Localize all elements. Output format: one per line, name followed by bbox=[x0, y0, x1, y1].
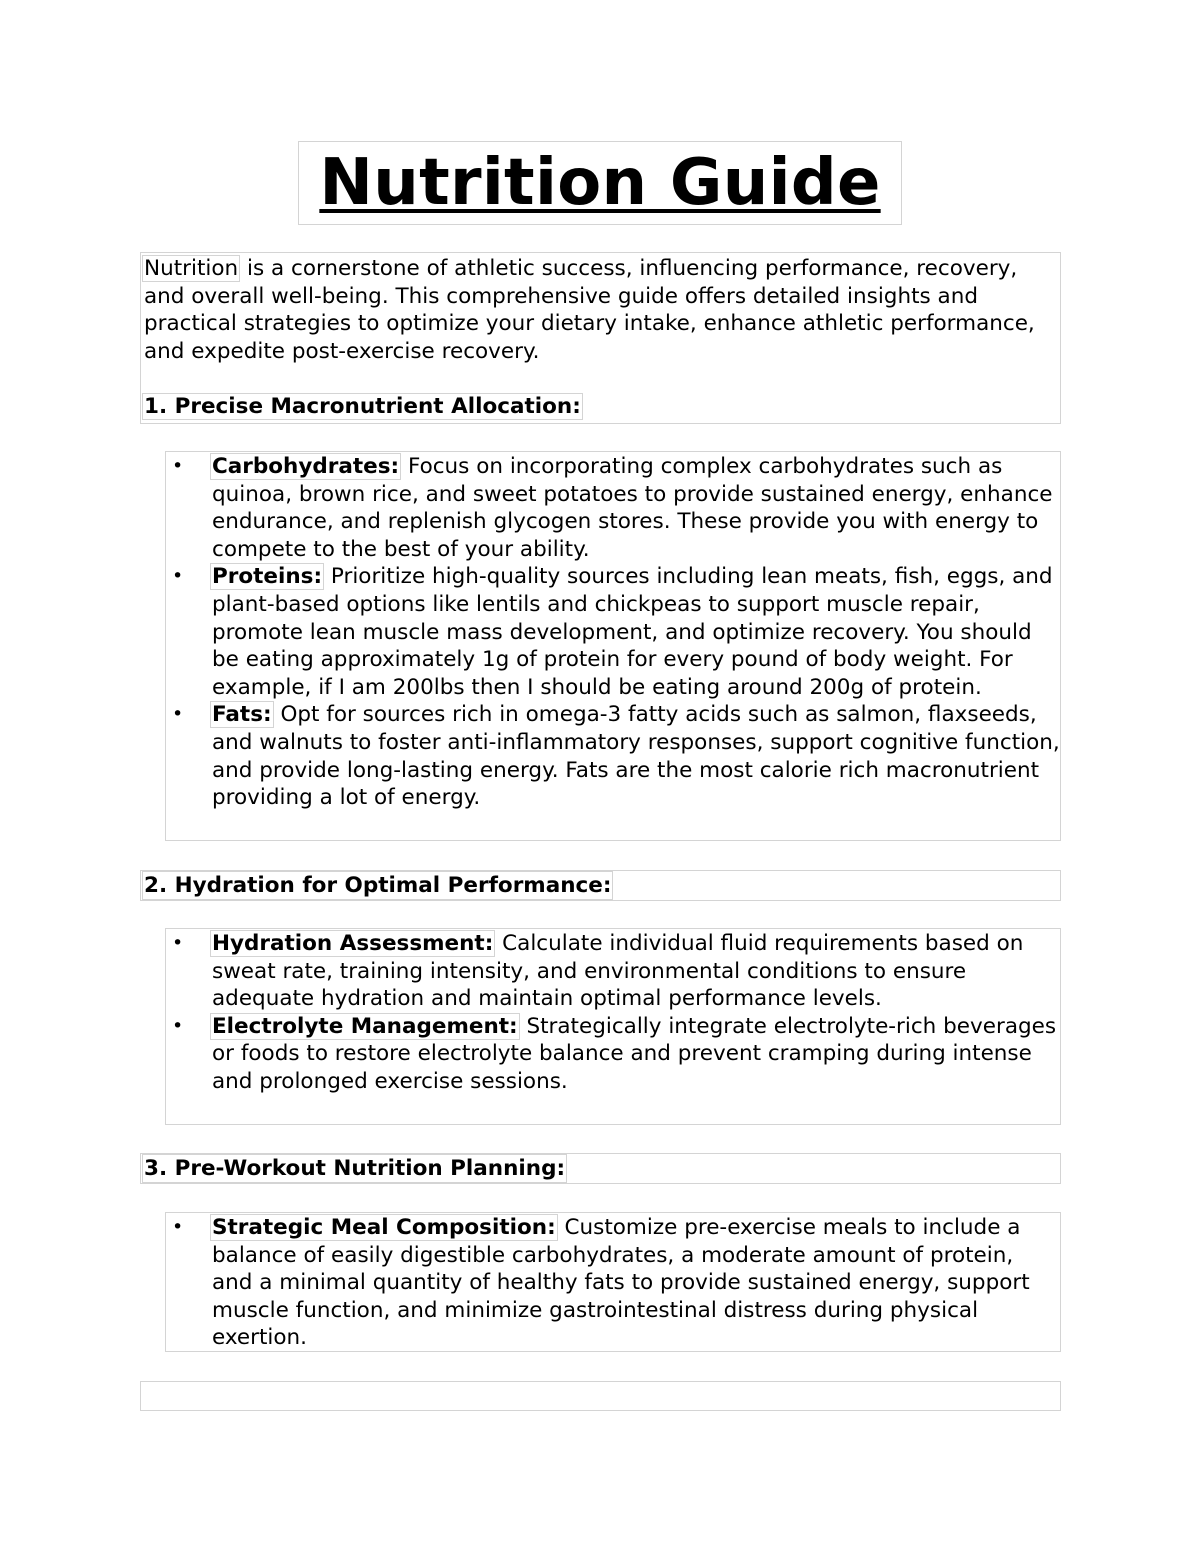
bullet-icon: • bbox=[172, 455, 184, 477]
list-item bbox=[166, 1214, 1060, 1352]
list-item bbox=[166, 701, 1060, 811]
empty-paragraph-box bbox=[140, 1381, 1061, 1411]
item-text: Prioritize high-quality sources including lean meats, fish, eggs, and plant-based options like lentils and chickpeas to support muscle repair, promote lean muscle mass development, and optimize recovery. You should be eating approximately 1g of protein for every pound of body weight. For example, if I am 200lbs then I should be eating around 200g of protein. bbox=[212, 564, 1053, 700]
item-label: Proteins: bbox=[212, 564, 323, 590]
item-text: Customize pre-exercise meals to include a balance of easily digestible carbohydrates, a moderate amount of protein, and a minimal quantity of healthy fats to provide sustained energy, support muscle function, and minimize gastrointestinal distress during physical exertion. bbox=[212, 1215, 1030, 1351]
bullet-icon: • bbox=[172, 1014, 184, 1037]
title-box bbox=[298, 141, 902, 225]
item-text: Calculate individual fluid requirements based on sweat rate, training intensity, and environmental conditions to ensure adequate hydration and maintain optimal performance levels. bbox=[212, 931, 1024, 1012]
item-text: Strategically integrate electrolyte-rich beverages or foods to restore electrolyte balance and prevent cramping during intense and prolonged exercise sessions. bbox=[212, 1013, 1057, 1094]
intro-text: is a cornerstone of athletic success, influencing performance, recovery, and overall well-being. This comprehensive guide offers detailed insights and practical strategies to optimize your dietary intake, enhance athletic performance, and expedite post-exercise recovery. bbox=[144, 256, 1035, 364]
item-label: Hydration Assessment: bbox=[212, 931, 494, 956]
intro-box bbox=[140, 252, 1061, 424]
list-item bbox=[166, 930, 1060, 1013]
intro-paragraph bbox=[144, 255, 1057, 365]
intro-first-word: Nutrition bbox=[144, 256, 239, 281]
page-title: Nutrition Guide bbox=[319, 146, 881, 220]
list-item bbox=[166, 563, 1060, 701]
item-text: Focus on incorporating complex carbohydrates such as quinoa, brown rice, and sweet potatoes to provide sustained energy, enhance endurance, and replenish glycogen stores. These provide you with energy to compete to the best of your ability. bbox=[212, 454, 1053, 562]
section-heading bbox=[140, 870, 1061, 901]
bullet-icon: • bbox=[172, 1216, 184, 1238]
item-text: Opt for sources rich in omega-3 fatty acids such as salmon, flaxseeds, and walnuts to foster anti-inflammatory responses, support cognitive function, and provide long-lasting energy. Fats are the most calorie rich macronutrient providing a lot of energy. bbox=[212, 702, 1060, 811]
item-label: Carbohydrates: bbox=[212, 454, 400, 479]
list-item bbox=[166, 1013, 1060, 1096]
section-heading-text: 2. Hydration for Optimal Performance: bbox=[142, 871, 613, 901]
bullet-icon: • bbox=[172, 932, 184, 954]
section-list bbox=[165, 928, 1061, 1125]
list-item bbox=[166, 453, 1060, 563]
item-label: Fats: bbox=[212, 702, 272, 728]
section-heading-text: 3. Pre-Workout Nutrition Planning: bbox=[142, 1154, 567, 1184]
section-list bbox=[165, 451, 1061, 841]
section-heading bbox=[144, 393, 1057, 421]
section-heading bbox=[140, 1153, 1061, 1184]
item-label: Electrolyte Management: bbox=[212, 1013, 518, 1039]
bullet-icon: • bbox=[172, 703, 184, 726]
item-label: Strategic Meal Composition: bbox=[212, 1215, 556, 1240]
bullet-icon: • bbox=[172, 565, 184, 588]
section-heading-text: 1. Precise Macronutrient Allocation: bbox=[144, 394, 581, 420]
section-list bbox=[165, 1212, 1061, 1352]
